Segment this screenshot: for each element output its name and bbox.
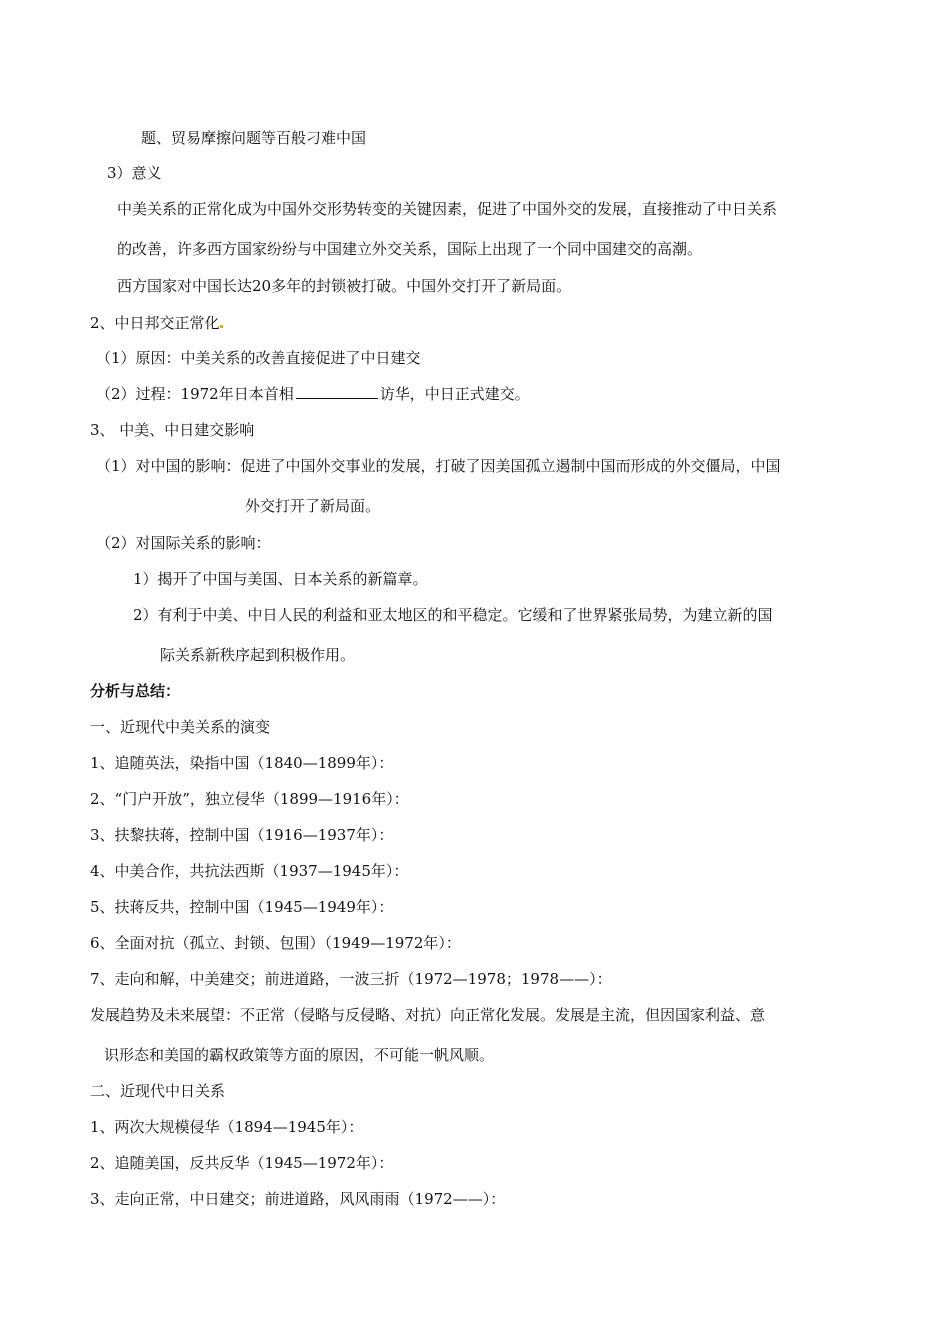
heading-text: 2、中日邦交正常化 bbox=[90, 314, 220, 332]
section-heading: 3、 中美、中日建交影响 bbox=[90, 421, 255, 439]
text-line: 1）揭开了中国与美国、日本关系的新篇章。 bbox=[133, 570, 428, 588]
section-heading: 3）意义 bbox=[107, 164, 162, 182]
list-item: 1、两次大规模侵华（1894—1945年）： bbox=[90, 1118, 364, 1136]
text-line: 西方国家对中国长达20多年的封锁被打破。中国外交打开了新局面。 bbox=[117, 277, 572, 295]
text-line: 际关系新秩序起到积极作用。 bbox=[160, 646, 356, 664]
list-item: 1、追随英法，染指中国（1840—1899年）： bbox=[90, 754, 394, 772]
text-before-blank: （2）过程：1972年日本首相 bbox=[96, 385, 294, 403]
text-line: 中美关系的正常化成为中国外交形势转变的关键因素，促进了中国外交的发展，直接推动了中日关系 bbox=[117, 200, 778, 218]
list-item: 7、走向和解，中美建交；前进道路，一波三折（1972—1978；1978——）： bbox=[90, 970, 612, 988]
text-line: 2）有利于中美、中日人民的利益和亚太地区的和平稳定。它缓和了世界紧张局势，为建立新的国 bbox=[133, 606, 773, 624]
list-item: 2、追随美国，反共反华（1945—1972年）： bbox=[90, 1154, 394, 1172]
text-after-blank: 访华，中日正式建交。 bbox=[379, 385, 530, 403]
list-item: 3、走向正常，中日建交；前进道路，风风雨雨（1972——）： bbox=[90, 1190, 506, 1208]
text-line: 的改善，许多西方国家纷纷与中国建立外交关系，国际上出现了一个同中国建交的高潮。 bbox=[117, 240, 703, 258]
list-item: 4、中美合作，共抗法西斯（1937—1945年）： bbox=[90, 862, 409, 880]
text-line: 外交打开了新局面。 bbox=[245, 497, 381, 515]
section-heading: 二、近现代中日关系 bbox=[90, 1082, 226, 1100]
summary-heading: 分析与总结： bbox=[90, 682, 181, 700]
section-heading bbox=[90, 313, 223, 333]
list-item: 5、扶蒋反共，控制中国（1945—1949年）： bbox=[90, 898, 394, 916]
text-line: 识形态和美国的霸权政策等方面的原因，不可能一帆风顺。 bbox=[104, 1046, 495, 1064]
list-item: 6、全面对抗（孤立、封锁、包围）（1949—1972年）： bbox=[90, 934, 461, 952]
text-line: （1）原因：中美关系的改善直接促进了中日建交 bbox=[96, 349, 421, 367]
section-heading: 一、近现代中美关系的演变 bbox=[90, 718, 271, 736]
text-line: 题、贸易摩擦问题等百般刁难中国 bbox=[141, 129, 367, 147]
list-item: 3、扶黎扶蒋，控制中国（1916—1937年）： bbox=[90, 826, 394, 844]
text-line: 发展趋势及未来展望：不正常（侵略与反侵略、对抗）向正常化发展。发展是主流，但因国家利益、意 bbox=[90, 1006, 766, 1024]
text-line: （1）对中国的影响：促进了中国外交事业的发展，打破了因美国孤立遏制中国而形成的外交僵局，中国 bbox=[96, 457, 781, 475]
highlight-mark bbox=[220, 325, 223, 328]
fill-in-blank bbox=[296, 384, 378, 399]
list-item: 2、“门户开放”，独立侵华（1899—1916年）： bbox=[90, 790, 409, 808]
text-line-with-blank bbox=[96, 384, 530, 404]
text-line: （2）对国际关系的影响： bbox=[96, 534, 271, 552]
